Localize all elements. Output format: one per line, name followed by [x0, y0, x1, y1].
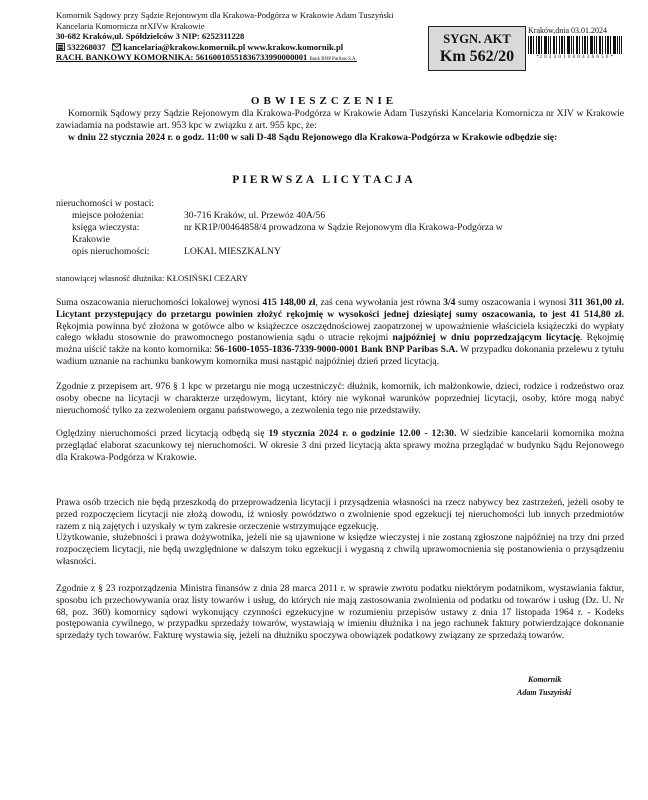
text-run: sumy oszacowania i wynosi	[455, 297, 570, 308]
exclusions-paragraph: Zgodnie z przepisem art. 976 § 1 kpc w przetargu nie mogą uczestniczyć: dłużnik, komornik, ich małżonkowie, dzieci, rodzice i rodzeństwo oraz osoby obecne na licytacji w charakterze urzędowym, licytant, który nie wykonał warunków poprzedniej licytacji, osoby, które mogą nabyć nieruchomość tylko za zezwoleniem organu państwowego, a zezwolenia tego nie przedstawiły.	[56, 381, 624, 416]
case-number-label: SYGN. AKT	[443, 32, 511, 46]
header-line-2: Kancelaria Komornicza nrXIVw Krakowie	[56, 20, 205, 31]
fraction: 3/4	[443, 297, 456, 308]
vat-paragraph: Zgodnie z § 23 rozporządzenia Ministra finansów z dnia 28 marca 2011 r. w sprawie zwrotu podatku niektórym podatnikom, wystawiania faktur, sposobu ich przechowywania oraz listy towarów i usług, do których nie mają zastosowania zwolnienia od podatku od towarów i usług (Dz. U. Nr 68, poz. 360) komornicy sądowi wykonujący czynności egzekucyjne w rozumieniu przepisów ustawy z dnia 17 listopada 1964 r. - Kodeks postępowania cywilnego, w przypadku sprzedaży towarów, wystawiają w imieniu dłużnika i na jego rachunek faktury potwierdzające dokonanie sprzedaży tych towarów. Fakturę wystawia się, jeżeli na dłużniku spoczywa obowiązek podatkowy związany ze sprzedażą towarów.	[56, 583, 624, 642]
text-run: W siedzibie kancelarii komornika można przeglądać elaborat szacunkowy tej nieruchomości. W okresie 3 dni przed licytacją akta sprawy można przeglądać w budynku Sądu Rejonowego dla Krakowa-Podgórza w Krakowie.	[56, 428, 624, 463]
bank-name: Bank BNP Paribas S.A.	[309, 57, 357, 63]
description-label: opis nieruchomości:	[72, 246, 150, 257]
land-register-label: księga wieczysta:	[72, 222, 140, 233]
text-run: W przypadku dokonania przelewu z tytułu wadium uznanie na rachunku bankowym komornika musi nastąpić najpóźniej dzień przed licytacją.	[56, 344, 625, 367]
email-icon	[112, 43, 121, 51]
header-bank	[56, 52, 416, 66]
bank-account: RACH. BANKOWY KOMORNIKA: 56160010551836733990000001	[56, 52, 308, 63]
location-value: 30-716 Kraków, ul. Przewóz 40A/56	[184, 210, 326, 221]
text-run: Suma oszacowania nieruchomości lokalowej wynosi	[56, 297, 263, 308]
property-heading: nieruchomości w postaci:	[56, 198, 155, 209]
header-line-1: Komornik Sądowy przy Sądzie Rejonowym dla Krakowa-Podgórza w Krakowie Adam Tuszyński	[56, 10, 394, 20]
notice-title: OBWIESZCZENIE	[250, 95, 398, 107]
text-run: Rękojmia powinna być złożona w gotówce albo w książeczce oszczędnościowej zaopatrzonej w upoważnienie właściciela książeczki do wypłaty całego wkładu stosownie do prawomocnego postanowienia sądu o utracie rękojmi	[56, 320, 624, 344]
bank-account-number: 56-1600-1055-1836-7339-9000-0001 Bank BNP Paribas S.A.	[214, 344, 458, 356]
inspection-date: 19 stycznia 2024 r. o godzinie 12.00 - 12:30.	[268, 428, 457, 439]
text-run: . Rękojmię można uiścić także na konto komornika:	[56, 332, 624, 356]
starting-price: 311 361,00 zł. Licytant przystępujący do przetargu powinien złożyć rękojmię w wysokości jednej dziesiątej sumy oszacowania, to jest 41 514,80 zł.	[56, 297, 624, 320]
owner-line: stanowiącej własność dłużnika: KŁOSIŃSKI CEZARY	[56, 273, 248, 283]
land-register-cont: Krakowie	[72, 234, 110, 245]
header-contact	[56, 42, 416, 53]
office-header	[56, 10, 416, 66]
auction-date-paragraph: w dniu 22 stycznia 2024 r. o godz. 11:00 w sali D-48 Sądu Rejonowego dla Krakowa-Podgórza w Krakowie odbędzie się:	[68, 132, 558, 143]
text-run: , zaś cena wywołania jest równa	[315, 297, 444, 308]
location-label: miejsce położenia:	[72, 210, 144, 221]
third-party-rights-paragraph: Prawa osób trzecich nie będą przeszkodą do przeprowadzenia licytacji i przysądzenia własności na rzecz nabywcy bez zastrzeżeń, jeżeli osoby te przed rozpoczęciem licytacji nie złożą dowodu, iż wniosły powództwo o zwolnienie spod egzekucji tej nieruchomości lub innych przedmiotów razem z nią zajętych i uzyskały w tym zakresie orzeczenie wstrzymujące egzekucję.	[56, 497, 624, 532]
header-line-3: 30-682 Kraków,ul. Spółdzielców 3 NIP: 6252311228	[56, 31, 245, 42]
land-register-value: nr KR1P/00464858/4 prowadzona w Sądzie Rejonowym dla Krakowa-Podgórza w	[184, 222, 503, 233]
signature-title: Komornik	[528, 675, 562, 684]
header-email-web: kancelaria@krakow.komornik.pl www.krakow.komornik.pl	[123, 41, 344, 52]
header-phone: 532268037	[67, 41, 106, 52]
auction-type: PIERWSZA LICYTACJA	[232, 174, 416, 186]
phone-icon	[56, 43, 65, 51]
barcode	[528, 36, 622, 54]
barcode-number: *2 0 2 4 0 1 0 0 0 4 3 6 6 5 6 *	[536, 55, 614, 60]
description-value: LOKAL MIESZKALNY	[184, 246, 281, 257]
intro-paragraph: Komornik Sądowy przy Sądzie Rejonowym dla Krakowa-Podgórza w Krakowie Adam Tuszyński Kancelaria Komornicza nr XIV w Krakowie zawiadamia na podstawie art. 953 kpc w związku z art. 955 kpc, że:	[56, 108, 624, 131]
case-number-box	[428, 26, 526, 71]
text-run: Oględziny nieruchomości przed licytacją odbędą się	[56, 428, 269, 439]
inspection-paragraph	[56, 428, 624, 463]
signature-name: Adam Tuszyński	[517, 688, 572, 697]
document-date: Kraków,dnia 03.01.2024	[528, 26, 608, 35]
valuation-amount: 415 148,00 zł	[262, 297, 316, 308]
deposit-deadline: najpóźniej w dniu poprzedzającym licytację	[392, 332, 581, 344]
valuation-paragraph	[56, 297, 624, 368]
case-number: Km 562/20	[439, 48, 515, 65]
usufruct-paragraph: Użytkowanie, służebności i prawa dożywotnika, jeżeli nie są ujawnione w księdze wieczystej i nie zostaną zgłoszone najpóźniej na trzy dni przed rozpoczęciem licytacji, nie będą uwzględnione w dalszym toku egzekucji i wygasną z chwilą uprawomocnienia się postanowienia o przysądzeniu własności.	[56, 532, 624, 567]
